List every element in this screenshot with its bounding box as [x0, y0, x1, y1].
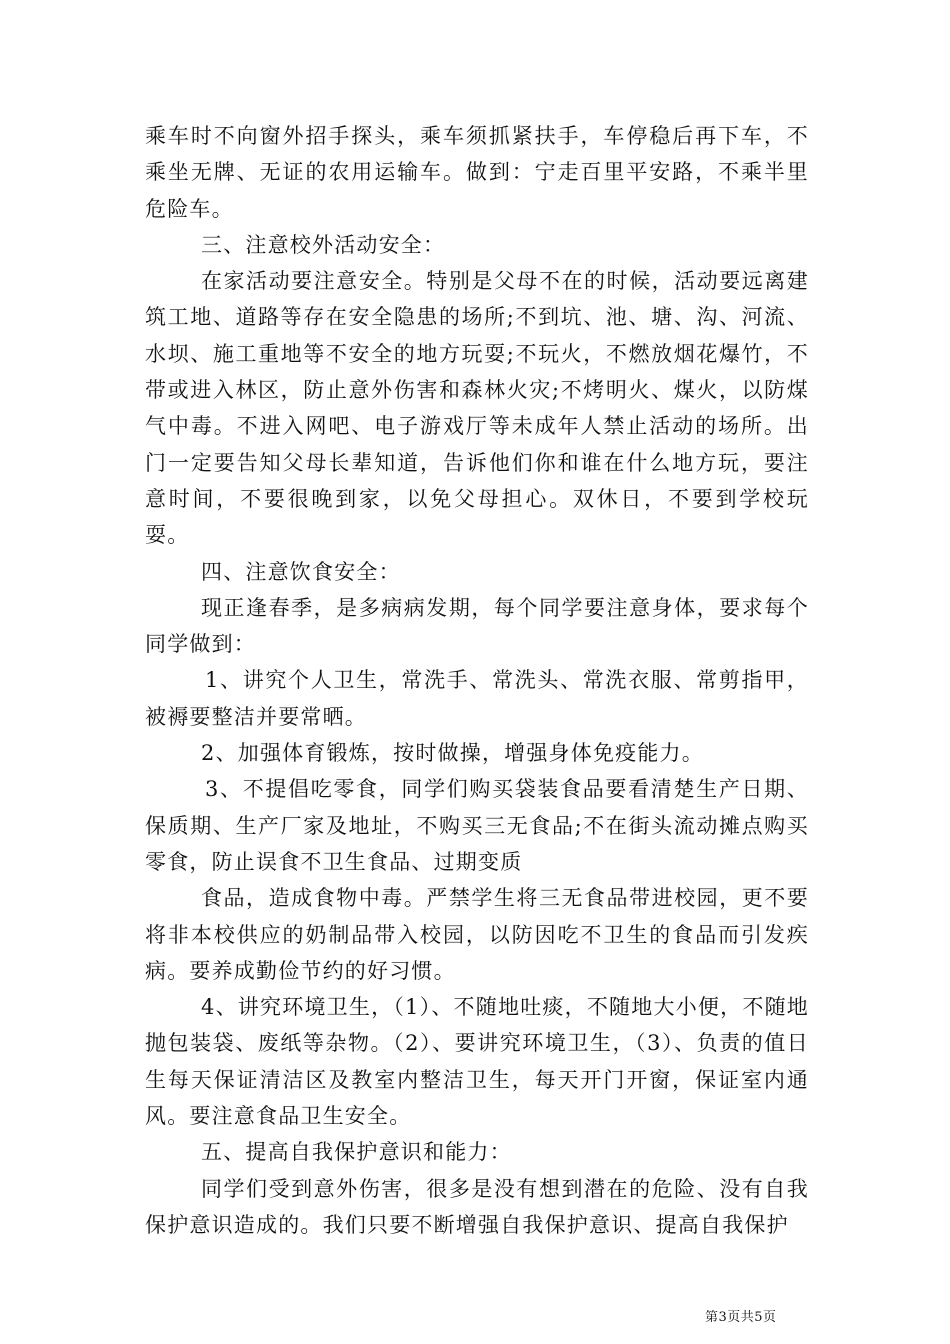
list-item-snacks: 3、不提倡吃零食，同学们购买袋装食品要看清楚生产日期、保质期、生产厂家及地址，不购买三无食品;不在街头流动摊点购买零食，防止误食不卫生食品、过期变质: [145, 777, 809, 874]
paragraph-food-intro: 现正逢春季，是多病病发期，每个同学要注意身体，要求每个同学做到：: [145, 595, 809, 657]
list-item-environment: 4、讲究环境卫生，（1）、不随地吐痰，不随地大小便，不随地抛包装袋、废纸等杂物。（2）、要讲究环境卫生，（3）、负责的值日生每天保证清洁区及教室内整洁卫生，每天开门开窗，保证室内通风。要注意食品卫生安全。: [145, 995, 809, 1129]
list-item-personal-hygiene: 1、讲究个人卫生，常洗手、常洗头、常洗衣服、常剪指甲，被褥要整洁并要常晒。: [145, 668, 809, 729]
paragraph-food-poisoning: 食品，造成食物中毒。严禁学生将三无食品带进校园，更不要将非本校供应的奶制品带入校园，以防因吃不卫生的食品而引发疾病。要养成勤俭节约的好习惯。: [145, 886, 809, 983]
heading-outdoor-safety: 三、注意校外活动安全：: [201, 232, 446, 257]
document-body: [145, 118, 809, 1243]
paragraph-outdoor-safety: 在家活动要注意安全。特别是父母不在的时候，活动要远离建筑工地、道路等存在安全隐患的场所;不到坑、池、塘、沟、河流、水坝、施工重地等不安全的地方玩耍;不玩火，不燃放烟花爆竹，不带或进入林区，防止意外伤害和森林火灾;不烤明火、煤火，以防煤气中毒。不进入网吧、电子游戏厅等未成年人禁止活动的场所。出门一定要告知父母长辈知道，告诉他们你和谁在什么地方玩，要注意时间，不要很晚到家，以免父母担心。双休日，不要到学校玩耍。: [145, 269, 809, 548]
page-number: 第3页共5页: [705, 1310, 777, 1325]
heading-food-safety: 四、注意饮食安全：: [201, 559, 401, 584]
paragraph-self-protection: 同学们受到意外伤害，很多是没有想到潜在的危险、没有自我保护意识造成的。我们只要不断增强自我保护意识、提高自我保护: [145, 1176, 809, 1237]
paragraph-bus-safety: 乘车时不向窗外招手探头，乘车须抓紧扶手，车停稳后再下车，不乘坐无牌、无证的农用运输车。做到：宁走百里平安路，不乘半里危险车。: [145, 124, 809, 221]
heading-self-protection: 五、提高自我保护意识和能力：: [201, 1140, 512, 1165]
list-item-exercise: 2、加强体育锻炼，按时做操，增强身体免疫能力。: [201, 741, 704, 766]
